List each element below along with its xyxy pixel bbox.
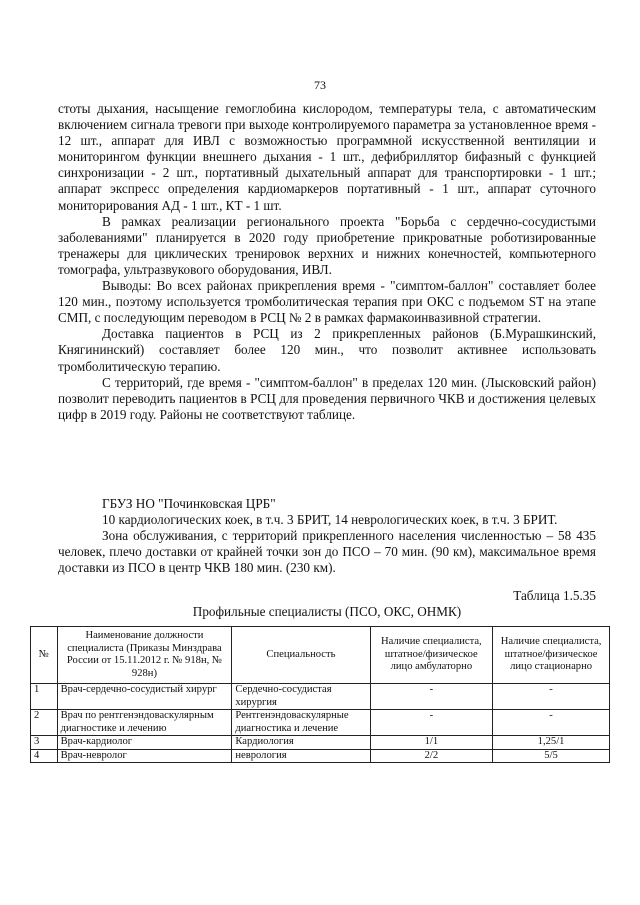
specialists-table xyxy=(30,626,610,763)
cell-position: Врач по рентгенэндоваскулярным диагностике и лечению xyxy=(57,710,232,736)
cell-specialty: неврология xyxy=(232,749,370,763)
cell-number: 1 xyxy=(31,684,58,710)
header-inpatient: Наличие специалиста, штатное/физическое лицо стационарно xyxy=(493,627,610,684)
hospital-name: ГБУЗ НО "Починковская ЦРБ" xyxy=(102,496,276,511)
cell-specialty: Кардиология xyxy=(232,736,370,750)
cell-outpatient: - xyxy=(370,710,493,736)
table-row xyxy=(31,710,610,736)
paragraph-delivery: Доставка пациентов в РСЦ из 2 прикрепленных районов (Б.Мурашкинский, Княгининский) составляет более 120 мин., что позволит активнее использовать тромболитическую терапию. xyxy=(58,326,596,374)
hospital-beds: 10 кардиологических коек, в т.ч. 3 БРИТ, 14 неврологических коек, в т.ч. 3 БРИТ. xyxy=(102,512,558,528)
table-row xyxy=(31,736,610,750)
cell-outpatient: 2/2 xyxy=(370,749,493,763)
cell-outpatient: - xyxy=(370,684,493,710)
hospital-service-zone: Зона обслуживания, с территорий прикрепленного населения численностью – 58 435 человек, плечо доставки от крайней точки зон до ПСО – 70 мин. (90 км), максимальное время доставки из ПСО в центр ЧКВ 180 мин. (230 км). xyxy=(58,528,596,576)
cell-specialty: Сердечно-сосудистая хирургия xyxy=(232,684,370,710)
paragraph-conclusions: Выводы: Во всех районах прикрепления время - "симптом-баллон" составляет более 120 мин., поэтому используется тромболитическая терапия при ОКС с подъемом ST на этапе СМП, с последующим переводом в РСЦ № 2 в рамках фармакоинвазивной стратегии. xyxy=(58,278,596,326)
table-row xyxy=(31,684,610,710)
cell-number: 4 xyxy=(31,749,58,763)
table-header-row xyxy=(31,627,610,684)
cell-number: 3 xyxy=(31,736,58,750)
table-title: Профильные специалисты (ПСО, ОКС, ОНМК) xyxy=(192,604,462,619)
hospital-section xyxy=(58,496,596,576)
page-number: 73 xyxy=(314,78,326,92)
body-text xyxy=(58,101,596,423)
header-position: Наименование должности специалиста (Приказы Минздрава России от 15.11.2012 г. № 918н, № 928н) xyxy=(57,627,232,684)
paragraph-regional-project: В рамках реализации регионального проекта "Борьба с сердечно-сосудистыми заболеваниями" планируется в 2020 году приобретение прикроватные роботизированные тренажеры для циклических тренировок верхних и нижних конечностей, компьютерного томографа, ультразвукового оборудования, ИВЛ. xyxy=(58,213,596,277)
table-row xyxy=(31,749,610,763)
cell-inpatient: 5/5 xyxy=(493,749,610,763)
cell-inpatient: - xyxy=(493,684,610,710)
cell-inpatient: 1,25/1 xyxy=(493,736,610,750)
header-number: № xyxy=(31,627,58,684)
header-outpatient: Наличие специалиста, штатное/физическое лицо амбулаторно xyxy=(370,627,493,684)
paragraph-equipment: стоты дыхания, насыщение гемоглобина кислородом, температуры тела, с автоматическим включением сигнала тревоги при выходе контролируемого параметра за установленное время - 12 шт., аппарат для ИВЛ с возможностью программной искусственной вентиляции и мониторингом функции внешнего дыхания - 1 шт., дефибриллятор бифазный с функцией синхронизации - 2 шт., портативный дыхательный аппарат для транспортировки - 1 шт.; аппарат экспресс определения кардиомаркеров портативный - 1 шт., аппарат суточного мониторирования АД - 1 шт., КТ - 1 шт. xyxy=(58,101,596,213)
cell-inpatient: - xyxy=(493,710,610,736)
paragraph-territories: С территорий, где время - "симптом-баллон" в пределах 120 мин. (Лысковский район) позволит переводить пациентов в РСЦ для проведения первичного ЧКВ и достижения целевых цифр в 2019 году. Районы не соответствуют таблице. xyxy=(58,374,596,422)
cell-position: Врач-невролог xyxy=(57,749,232,763)
cell-position: Врач-сердечно-сосудистый хирург xyxy=(57,684,232,710)
cell-specialty: Рентгенэндоваскулярные диагностика и лечение xyxy=(232,710,370,736)
cell-number: 2 xyxy=(31,710,58,736)
table-number: Таблица 1.5.35 xyxy=(513,588,596,603)
cell-outpatient: 1/1 xyxy=(370,736,493,750)
cell-position: Врач-кардиолог xyxy=(57,736,232,750)
header-specialty: Специальность xyxy=(232,627,370,684)
